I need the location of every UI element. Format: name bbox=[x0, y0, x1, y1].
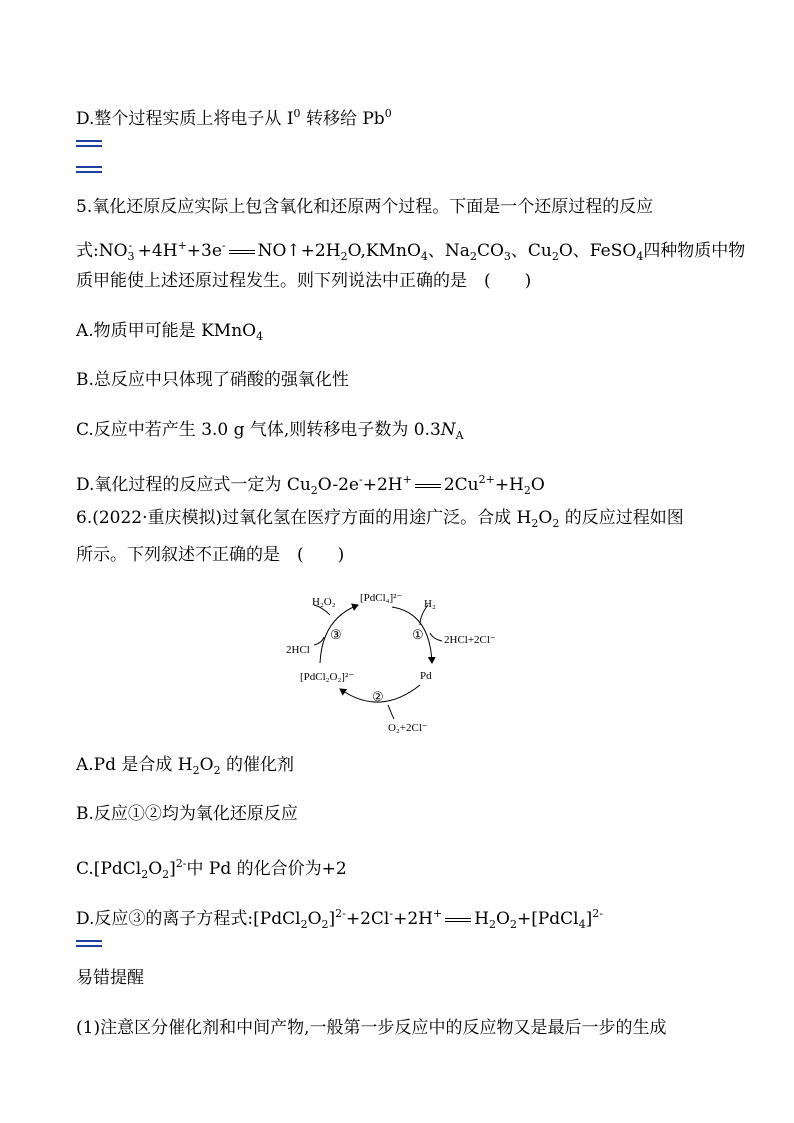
step1-marker: ① bbox=[412, 627, 424, 642]
label-h2o2: H₂O₂ bbox=[312, 596, 336, 608]
q6-option-b: B.反应①②均为氧化还原反应 bbox=[76, 804, 298, 824]
reaction-equals-sign bbox=[229, 249, 255, 255]
out-hook bbox=[430, 633, 442, 641]
q6-option-c: $C.[PdCl_2O_2]^{2-}$中 Pd 的化合价为+2 bbox=[76, 857, 347, 881]
q4-option-d: D.整个过程实质上将电子从 $I^0$ 转移给 Pb$^0$ bbox=[76, 107, 392, 129]
label-o2-2cl: O₂+2Cl⁻ bbox=[388, 722, 428, 734]
step3-marker: ③ bbox=[330, 627, 342, 642]
q6-option-a: A.Pd 是合成 $H_2O_2$ 的催化剂 bbox=[76, 755, 294, 777]
q6-stem-line2: 所示。下列叙述不正确的是 ( ) bbox=[76, 545, 345, 565]
blue-double-underline-mark bbox=[76, 940, 102, 950]
q6-option-d: D.反应③的离子方程式$:[PdCl_2O_2]^{2-}+2Cl^-+2H^+$ $H_2O_2+[PdCl_4]^{2-}$ bbox=[76, 907, 603, 931]
label-pdcl4: [PdCl₄]²⁻ bbox=[360, 592, 403, 604]
q5-stem-line2: 式$:NO_3^- +4H^++3e^-$ $NO↑+2H_2O,KMnO_4$、$Na_2CO_3$、$Cu_2O$、FeSO$_4$四种物质中物 bbox=[76, 239, 746, 263]
label-2hcl-2cl: 2HCl+2Cl⁻ bbox=[444, 634, 496, 646]
reaction-equals-sign bbox=[445, 917, 471, 923]
q5-option-c: C.反应中若产生 3.0 g 气体,则转移电子数为 $0.3N_A$ bbox=[76, 420, 464, 442]
blue-double-underline-mark bbox=[76, 166, 102, 176]
q5-option-b: B.总反应中只体现了硝酸的强氧化性 bbox=[76, 370, 349, 390]
label-pdcl2o2: [PdCl₂O₂]²⁻ bbox=[300, 671, 355, 683]
blue-double-underline-mark bbox=[76, 140, 102, 150]
q6-stem-line1: 6.(2022·重庆模拟)过氧化氢在医疗方面的用途广泛。合成 $H_2O_2$ 的反应过程如图 bbox=[76, 508, 684, 530]
reaction-cycle-diagram bbox=[270, 585, 520, 735]
label-2hcl: 2HCl bbox=[286, 644, 310, 656]
q5-option-d: D.氧化过程的反应式一定为 $Cu_2O-2e^-+2H^+$ $2Cu^{2+}+H_2O$ bbox=[76, 473, 545, 497]
tip-heading: 易错提醒 bbox=[76, 968, 144, 988]
tip-line1: (1)注意区分催化剂和中间产物,一般第一步反应中的反应物又是最后一步的生成 bbox=[76, 1018, 667, 1038]
label-pd: Pd bbox=[420, 670, 432, 682]
reaction-equals-sign bbox=[415, 483, 441, 489]
o2-in-hook bbox=[388, 705, 394, 719]
q5-stem-line1: 5.氧化还原反应实际上包含氧化和还原两个过程。下面是一个还原过程的反应 bbox=[76, 197, 654, 217]
q5-option-a: A.物质甲可能是 KMnO$_4$ bbox=[76, 321, 264, 343]
label-h2: H₂ bbox=[424, 598, 436, 610]
q5-stem-line3: 质甲能使上述还原过程发生。则下列说法中正确的是 ( ) bbox=[76, 271, 532, 291]
step2-marker: ② bbox=[372, 689, 384, 704]
